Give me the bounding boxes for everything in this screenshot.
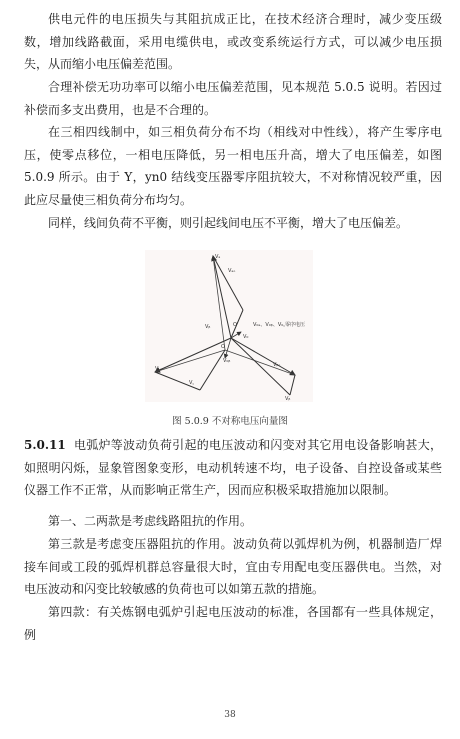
paragraph-three-phase: 在三相四线制中，如三相负荷分布不均（相线对中性线），将产生零序电压，使零点移位，一相电压降低，另一相电压升高，增大了电压偏差，如图 5.0.9 所示。由于 Y，yn0 结线变压器零序阻抗较大，不对称情况较严重，因此应尽量使三相负荷分布均匀。	[24, 125, 442, 207]
label-vao: Vₐₒ	[228, 268, 236, 274]
paragraph-item-4: 第四款：有关炼钢电弧炉引起电压波动的标准，各国都有一些具体规定，例	[24, 605, 442, 642]
label-vb: Vᵦ	[285, 396, 291, 402]
paragraph-voltage-loss: 供电元件的电压损失与其阻抗成正比，在技术经济合理时，减少变压级数，增加线路截面，采用电缆供电，或改变系统运行方式，可以减少电压损失，从而缩小电压偏差范围。	[24, 12, 442, 71]
section-text: 电弧炉等波动负荷引起的电压波动和闪变对其它用电设备影响甚大，如照明闪烁，显象管图象变形，电动机转速不均，电子设备、自控设备或某些仪器工作不正常，从而影响正常生产，因而应积极采取措施加以限制。	[24, 438, 442, 497]
label-o: O	[221, 344, 225, 350]
asymmetric-voltage-vector-figure	[145, 250, 313, 402]
line-vb-bottom	[290, 375, 295, 395]
label-vo: V₀	[243, 334, 249, 340]
label-v0b: V₀ᵦ	[223, 358, 231, 364]
label-oprime: O'	[233, 322, 239, 328]
paragraph-item-3: 第三款是考虑变压器阻抗的作用。波动负荷以弧焊机为例，机器制造厂焊接车间或工段的弧焊机群总容量很大时，宜由专用配电变压器供电。当然，对电压波动和闪变比较敏感的负荷也可以如第五款的措施。	[24, 537, 442, 596]
page-number: 38	[224, 710, 236, 720]
label-vb-left: Vᵦ	[205, 324, 211, 330]
vector-diagram	[145, 250, 313, 402]
vector-vbo	[225, 350, 295, 375]
label-vbo: Vᵦₒ	[273, 362, 281, 368]
line-va-to-center	[213, 256, 243, 310]
label-vco: V꜀ₒ	[155, 366, 163, 372]
vector-vc	[155, 338, 231, 372]
section-5-0-11	[24, 434, 442, 502]
vector-vco	[155, 350, 225, 372]
label-vc: V꜀	[189, 380, 195, 386]
section-number: 5.0.11	[24, 438, 66, 452]
paragraph-items-1-2: 第一、二两款是考虑线路阻抗的作用。	[48, 514, 253, 528]
paragraph-reactive-compensation: 合理补偿无功功率可以缩小电压偏差范围，见本规范 5.0.5 说明。若因过补偿而多支出费用，也是不合理的。	[24, 80, 442, 117]
line-vc-return	[200, 350, 225, 390]
label-va-top: Vₐ	[215, 254, 221, 260]
figure-caption: 图 5.0.9 不对称电压向量图	[172, 416, 288, 427]
vector-v0b	[225, 338, 231, 358]
paragraph-line-imbalance: 同样，线间负荷不平衡，则引起线间电压不平衡，增大了电压偏差。	[48, 216, 409, 230]
label-zero-seq: V₀ₐ、V₀ᵦ、V₀꜀零序电压	[253, 322, 305, 328]
